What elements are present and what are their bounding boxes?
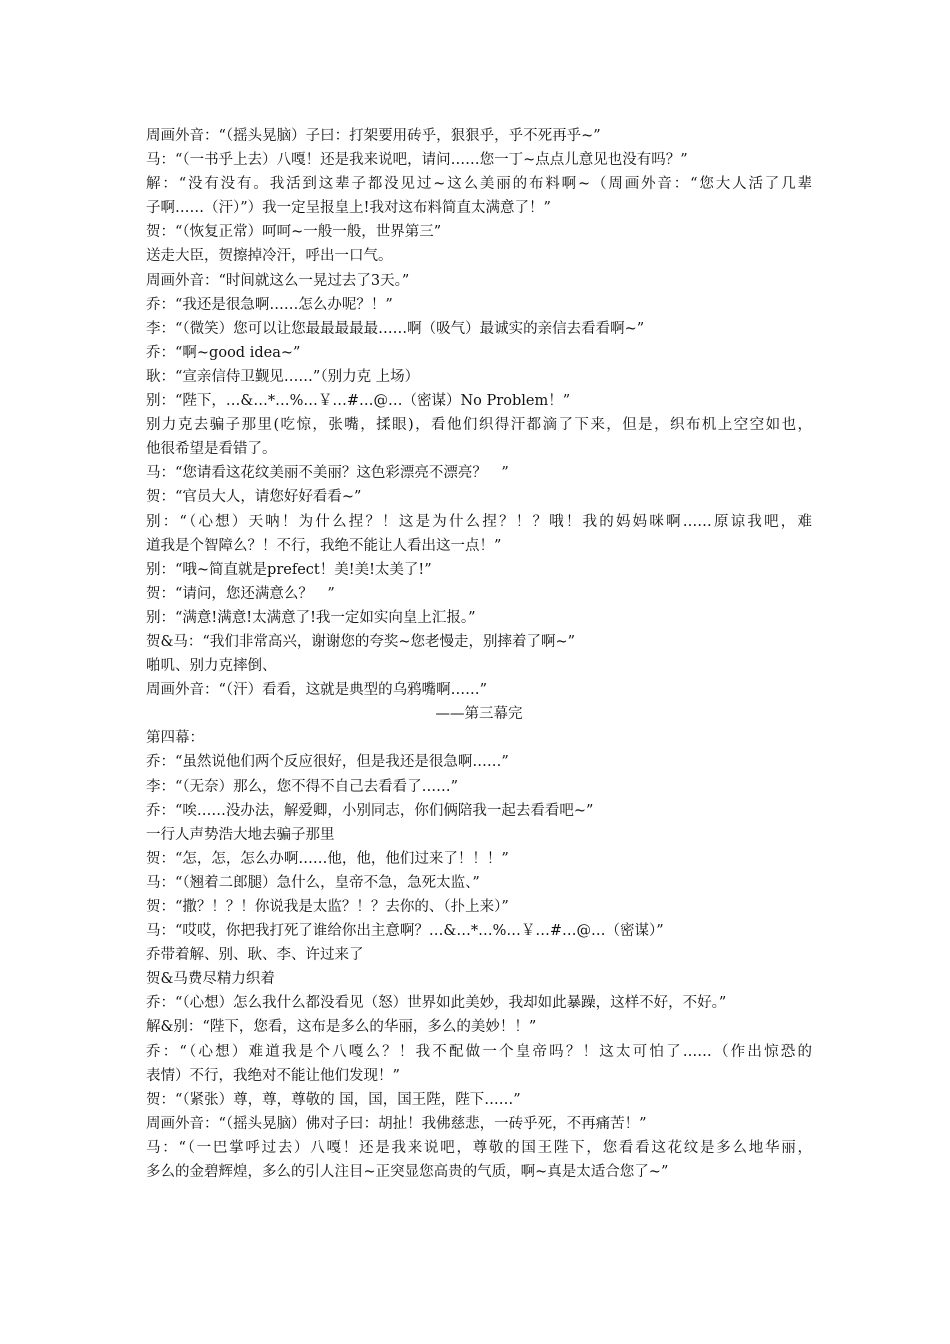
script-line: 周画外音：“（摇头晃脑）佛对子曰：胡扯！我佛慈悲，一砖乎死，不再痛苦！” xyxy=(146,1115,647,1132)
script-line: 马：“您请看这花纹美丽不美丽？这色彩漂亮不漂亮？ ” xyxy=(146,465,509,482)
document-body xyxy=(146,124,812,1184)
script-line: 多么的金碧辉煌，多么的引人注目~正突显您高贵的气质，啊~真是太适合您了~” xyxy=(146,1164,669,1181)
script-line: 他很希望是看错了。 xyxy=(146,441,277,458)
script-line: 周画外音：“（汗）看看，这就是典型的乌鸦嘴啊……” xyxy=(146,682,488,699)
script-line: 耿：“宣亲信侍卫觐见……”（别力克 上场） xyxy=(146,368,420,385)
script-line: 李：“（微笑）您可以让您最最最最最……啊（吸气）最诚实的亲信去看看啊~” xyxy=(146,320,645,337)
script-line: 贺：“（恢复正常）呵呵~一般一般，世界第三” xyxy=(146,224,442,241)
script-line: 别力克去骗子那里(吃惊，张嘴，揉眼)，看他们织得汗都滴了下来，但是，织布机上空空如也， xyxy=(146,417,812,434)
script-line: 乔：“虽然说他们两个反应很好，但是我还是很急啊……” xyxy=(146,754,509,771)
script-line: 乔带着解、别、耿、李、许过来了 xyxy=(146,947,364,964)
act-end-marker: ——第三幕完 xyxy=(435,706,523,723)
script-line: 道我是个智障么？！不行，我绝不能让人看出这一点！” xyxy=(146,537,502,554)
script-line: 解：“没有没有。我活到这辈子都没见过~这么美丽的布料啊~（周画外音：“您大人活了几辈 xyxy=(146,176,812,193)
script-line: 乔：“我还是很急啊……怎么办呢？！” xyxy=(146,296,393,313)
script-line: 乔：“啊~good idea~” xyxy=(146,344,301,361)
script-line: 送走大臣，贺擦掉冷汗，呼出一口气。 xyxy=(146,248,393,265)
script-line: 贺&马费尽精力织着 xyxy=(146,971,275,988)
script-line: 子啊……（汗）”）我一定呈报皇上!我对这布料简直太满意了！” xyxy=(146,200,551,217)
script-line: 别：“陛下，…&…*…%…￥…#…@…（密谋）No Problem！” xyxy=(146,393,571,410)
script-line: 表情）不行，我绝对不能让他们发现！” xyxy=(146,1067,400,1084)
script-line: 马：“（翘着二郎腿）急什么，皇帝不急，急死太监、” xyxy=(146,874,480,891)
script-line: 别：“哦~简直就是prefect！美!美!太美了!” xyxy=(146,561,432,578)
script-line: 周画外音：“（摇头晃脑）子曰：打架要用砖乎，狠狠乎，乎不死再乎~” xyxy=(146,128,601,144)
script-line: 马：“哎哎，你把我打死了谁给你出主意啊？…&…*…%…￥…#…@…（密谋）” xyxy=(146,923,664,940)
script-line: 乔：“（心想）怎么我什么都没看见（怒）世界如此美妙，我却如此暴躁，这样不好，不好。” xyxy=(146,995,727,1012)
script-line: 马：“（一书乎上去）八嘎！还是我来说吧，请问……您一丁~点点儿意见也没有吗？” xyxy=(146,152,688,169)
script-line: 别：“满意!满意!太满意了!我一定如实向皇上汇报。” xyxy=(146,609,476,626)
script-line: 马：“（一巴掌呼过去）八嘎！还是我来说吧，尊敬的国王陛下，您看看这花纹是多么地华丽， xyxy=(146,1139,812,1156)
script-line: 第四幕： xyxy=(146,730,204,747)
script-line: 贺：“撒？！？！你说我是太监？！？去你的、（扑上来）” xyxy=(146,899,509,915)
script-line: 贺：“官员大人，请您好好看看~” xyxy=(146,489,362,506)
script-line: 别：“（心想）天呐！为什么捏？！这是为什么捏？！？哦！我的妈妈咪啊……原谅我吧，难 xyxy=(146,513,812,530)
script-line: 一行人声势浩大地去骗子那里 xyxy=(146,826,335,843)
script-line: 周画外音：“时间就这么一晃过去了3天。” xyxy=(146,272,410,289)
script-line: 解&别：“陛下，您看，这布是多么的华丽，多么的美妙！！” xyxy=(146,1019,537,1036)
script-line: 乔：“唉……没办法，解爱卿，小别同志，你们俩陪我一起去看看吧~” xyxy=(146,802,594,819)
script-line: 啪叽、别力克摔倒、 xyxy=(146,658,277,675)
script-line: 贺：“（紧张）尊，尊，尊敬的 国，国，国王陛，陛下……” xyxy=(146,1091,521,1108)
script-line: 贺：“请问，您还满意么？ ” xyxy=(146,585,335,602)
script-line: 贺：“怎，怎，怎么办啊……他，他，他们过来了！！！” xyxy=(146,850,509,867)
script-line: 贺&马：“我们非常高兴，谢谢您的夸奖~您老慢走，别摔着了啊~” xyxy=(146,633,576,650)
script-line: 李：“（无奈）那么，您不得不自己去看看了……” xyxy=(146,778,459,795)
script-line: 乔：“（心想）难道我是个八嘎么？！我不配做一个皇帝吗？！这太可怕了……（作出惊恐的 xyxy=(146,1043,812,1060)
